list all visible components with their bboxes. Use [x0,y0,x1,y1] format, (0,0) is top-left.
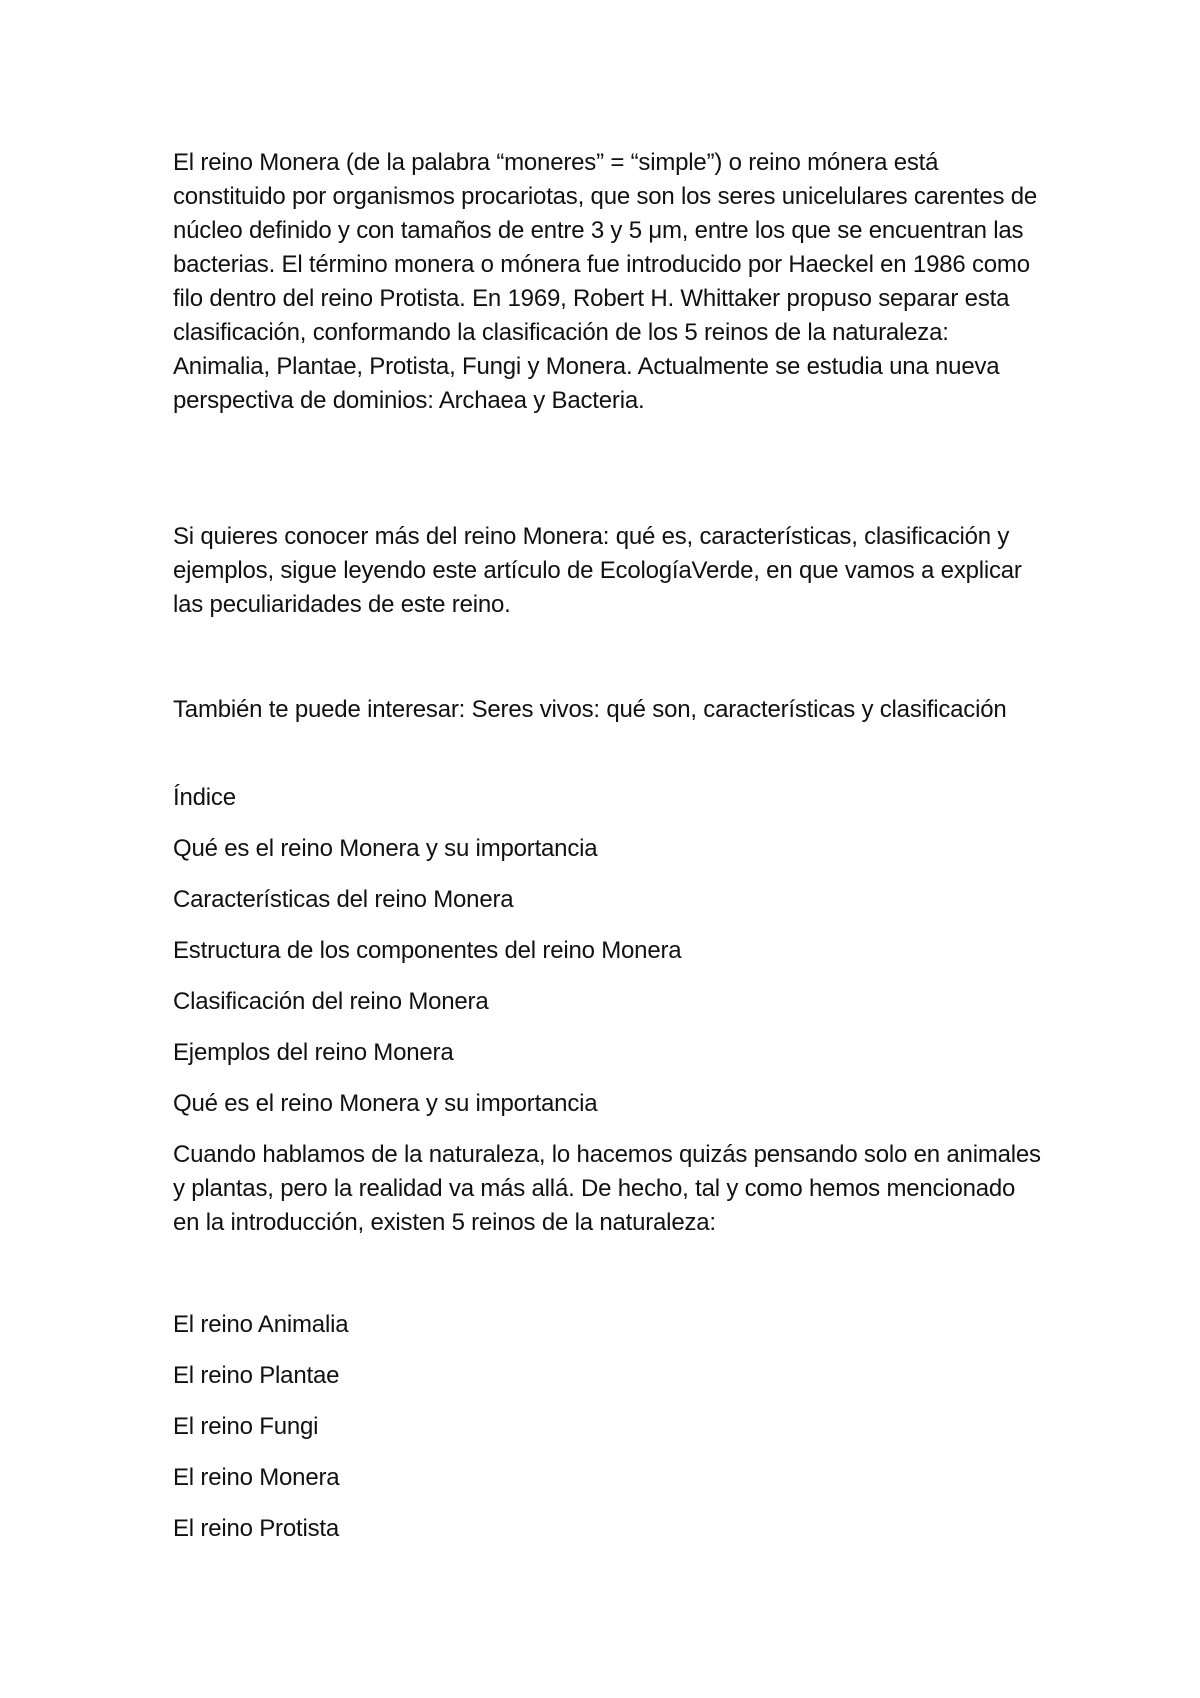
intro-paragraph: El reino Monera (de la palabra “moneres” = “simple”) o reino mónera está constituido por organismos procariotas, que son los seres unicelulares carentes de núcleo definido y con tamaños de entre 3 y 5 μm, entre los que se encuentran las bacterias. El término monera o mónera fue introducido por Haeckel en 1986 como filo dentro del reino Protista. En 1969, Robert H. Whittaker propuso separar esta clasificación, conformando la clasificación de los 5 reinos de la naturaleza: Animalia, Plantae, Protista, Fungi y Monera. Actualmente se estudia una nueva perspectiva de dominios: Archaea y Bacteria. [173,149,1038,414]
also-interest-paragraph: También te puede interesar: Seres vivos: qué son, características y clasificación [173,696,1007,723]
kingdom-list-item: El reino Monera [173,1464,340,1491]
section-heading: Qué es el reino Monera y su importancia [173,1090,598,1117]
kingdom-list-item: El reino Protista [173,1515,340,1542]
index-label: Índice [173,784,236,811]
kingdom-list-item: El reino Animalia [173,1311,349,1338]
kingdom-list-item: El reino Plantae [173,1362,340,1389]
index-item: Clasificación del reino Monera [173,988,489,1015]
index-item: Estructura de los componentes del reino Monera [173,937,682,964]
index-item: Ejemplos del reino Monera [173,1039,454,1066]
index-item: Características del reino Monera [173,886,514,913]
more-info-paragraph: Si quieres conocer más del reino Monera: qué es, características, clasificación y ejemplos, sigue leyendo este artículo de EcologíaVerde, en que vamos a explicar las peculiaridades de este reino. [173,523,1022,618]
index-item: Qué es el reino Monera y su importancia [173,835,598,862]
section-body-paragraph: Cuando hablamos de la naturaleza, lo hacemos quizás pensando solo en animales y plantas, pero la realidad va más allá. De hecho, tal y como hemos mencionado en la introducción, existen 5 reinos de la naturaleza: [173,1141,1041,1236]
kingdom-list-item: El reino Fungi [173,1413,319,1440]
